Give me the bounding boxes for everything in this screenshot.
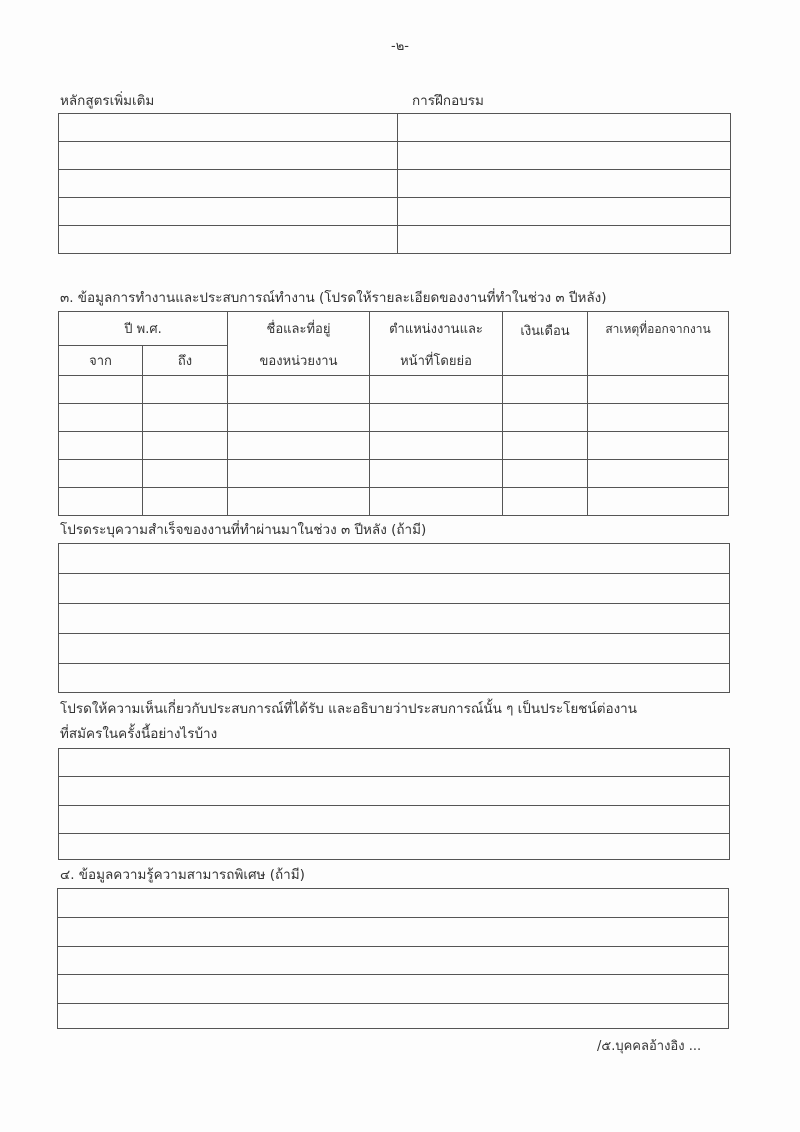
writing-line <box>59 805 729 833</box>
training-label: การฝึกอบรม <box>412 93 484 109</box>
salary-cell[interactable] <box>503 460 588 488</box>
org-cell[interactable] <box>228 376 370 404</box>
training-cell[interactable] <box>398 198 731 226</box>
reason-cell[interactable] <box>588 376 729 404</box>
course-cell[interactable] <box>59 226 398 254</box>
course-cell[interactable] <box>59 198 398 226</box>
achievements-label: โปรดระบุความสำเร็จของงานที่ทำผ่านมาในช่วง ๓ ปีหลัง (ถ้ามี) <box>60 522 427 538</box>
header-org-line2: ของหน่วยงาน <box>228 346 370 376</box>
writing-line <box>59 663 729 692</box>
salary-cell[interactable] <box>503 404 588 432</box>
position-cell[interactable] <box>370 488 503 516</box>
writing-line <box>58 1003 728 1031</box>
training-cell[interactable] <box>398 226 731 254</box>
position-cell[interactable] <box>370 432 503 460</box>
position-cell[interactable] <box>370 376 503 404</box>
writing-line <box>59 603 729 633</box>
position-cell[interactable] <box>370 460 503 488</box>
course-cell[interactable] <box>59 170 398 198</box>
to-cell[interactable] <box>143 488 228 516</box>
table-row <box>59 488 729 516</box>
header-salary: เงินเดือน <box>503 312 588 376</box>
org-cell[interactable] <box>228 460 370 488</box>
header-position-line2: หน้าที่โดยย่อ <box>370 346 503 376</box>
opinion-label-line2: ที่สมัครในครั้งนี้อย่างไรบ้าง <box>60 726 218 742</box>
writing-line <box>59 833 729 861</box>
writing-line <box>59 633 729 663</box>
table-row <box>59 404 729 432</box>
org-cell[interactable] <box>228 404 370 432</box>
training-table <box>58 113 731 254</box>
section3-title: ๓. ข้อมูลการทำงานและประสบการณ์ทำงาน (โปรดให้รายละเอียดของงานที่ทำในช่วง ๓ ปีหลัง) <box>60 290 607 306</box>
from-cell[interactable] <box>59 488 143 516</box>
reason-cell[interactable] <box>588 488 729 516</box>
reason-cell[interactable] <box>588 432 729 460</box>
header-position-line1: ตำแหน่งงานและ <box>370 312 503 346</box>
to-cell[interactable] <box>143 460 228 488</box>
writing-line <box>58 946 728 974</box>
header-to: ถึง <box>143 346 228 376</box>
training-cell[interactable] <box>398 170 731 198</box>
opinion-label-line1: โปรดให้ความเห็นเกี่ยวกับประสบการณ์ที่ได้รับ และอธิบายว่าประสบการณ์นั้น ๆ เป็นประโยชน์ต่องาน <box>60 701 637 717</box>
reason-cell[interactable] <box>588 460 729 488</box>
table-row <box>59 432 729 460</box>
to-cell[interactable] <box>143 432 228 460</box>
header-org-line1: ชื่อและที่อยู่ <box>228 312 370 346</box>
from-cell[interactable] <box>59 460 143 488</box>
training-cell[interactable] <box>398 114 731 142</box>
reason-cell[interactable] <box>588 404 729 432</box>
salary-cell[interactable] <box>503 432 588 460</box>
course-cell[interactable] <box>59 114 398 142</box>
org-cell[interactable] <box>228 432 370 460</box>
page-number: -๒- <box>391 39 409 54</box>
position-cell[interactable] <box>370 404 503 432</box>
writing-line <box>59 776 729 805</box>
org-cell[interactable] <box>228 488 370 516</box>
header-reason: สาเหตุที่ออกจากงาน <box>588 312 729 376</box>
section4-title: ๔. ข้อมูลความรู้ความสามารถพิเศษ (ถ้ามี) <box>60 867 305 883</box>
from-cell[interactable] <box>59 376 143 404</box>
salary-cell[interactable] <box>503 488 588 516</box>
writing-line <box>59 573 729 603</box>
table-row <box>59 376 729 404</box>
work-history-table <box>58 311 729 516</box>
writing-line <box>58 917 728 946</box>
to-cell[interactable] <box>143 376 228 404</box>
course-cell[interactable] <box>59 142 398 170</box>
opinion-box[interactable] <box>58 748 730 860</box>
achievements-box[interactable] <box>58 543 730 693</box>
writing-line <box>58 974 728 1003</box>
table-row <box>59 460 729 488</box>
from-cell[interactable] <box>59 432 143 460</box>
additional-courses-label: หลักสูตรเพิ่มเติม <box>60 93 155 109</box>
from-cell[interactable] <box>59 404 143 432</box>
header-from: จาก <box>59 346 143 376</box>
to-cell[interactable] <box>143 404 228 432</box>
training-cell[interactable] <box>398 142 731 170</box>
continuation-text: /๕.บุคคลอ้างอิง ... <box>597 1039 702 1054</box>
special-skills-box[interactable] <box>57 888 729 1029</box>
salary-cell[interactable] <box>503 376 588 404</box>
header-year: ปี พ.ศ. <box>59 312 228 346</box>
